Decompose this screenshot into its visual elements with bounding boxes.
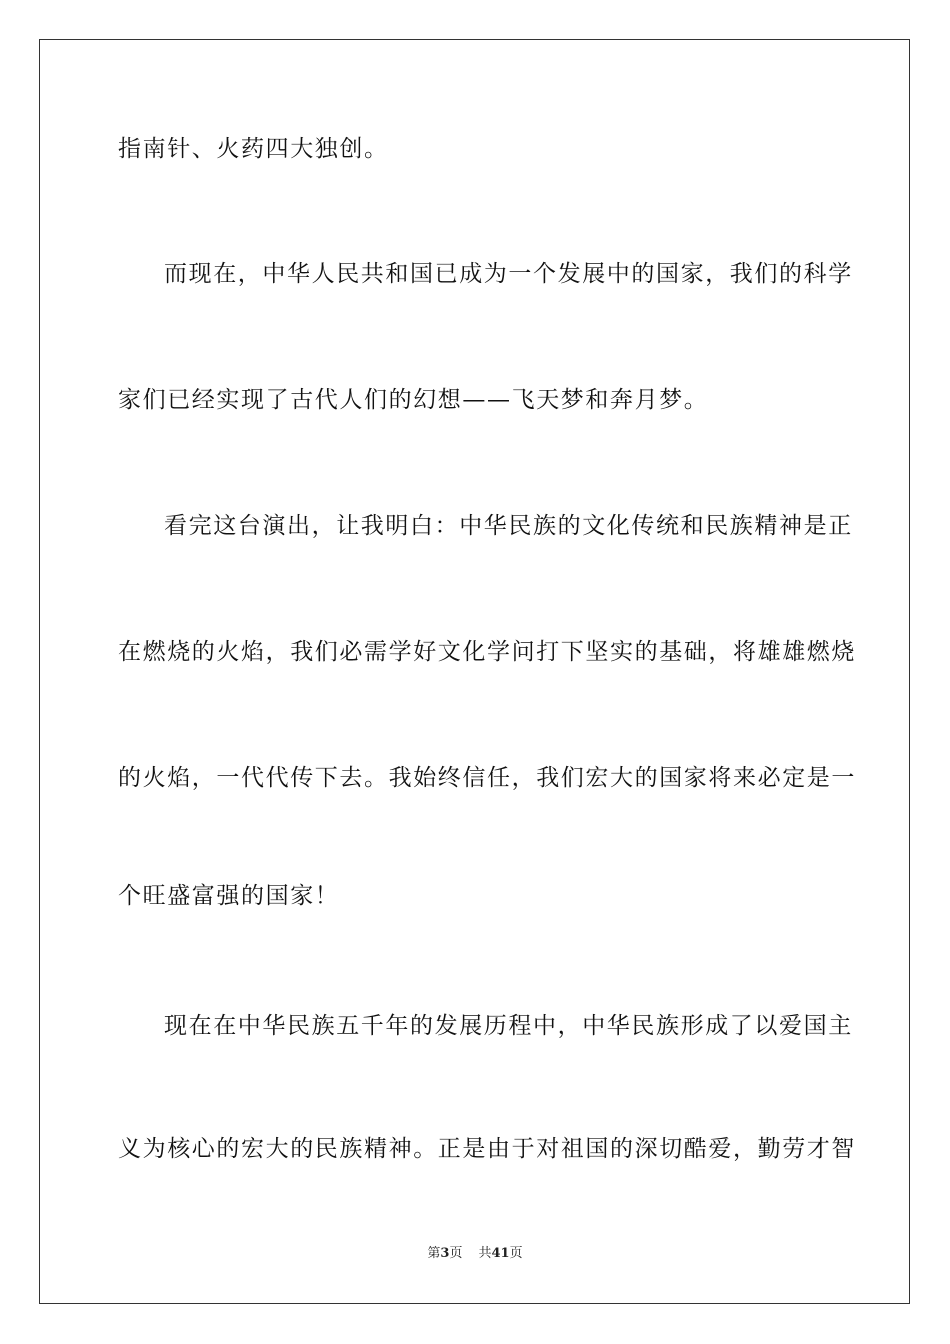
text-line-6: 的火焰，一代代传下去。我始终信任，我们宏大的国家将来必定是一	[118, 765, 856, 791]
page-number: 3	[440, 1246, 450, 1261]
paragraph-line-8: 现在在中华民族五千年的发展历程中，中华民族形成了以爱国主	[164, 1013, 853, 1039]
page-prefix: 第	[427, 1246, 441, 1261]
page-footer	[0, 1245, 950, 1263]
total-suffix: 页	[509, 1246, 523, 1261]
total-pages: 41	[491, 1246, 510, 1261]
text-line-7: 个旺盛富强的国家！	[118, 883, 340, 909]
page-suffix: 页	[449, 1246, 463, 1261]
total-prefix: 共	[478, 1246, 492, 1261]
text-line-5: 在燃烧的火焰，我们必需学好文化学问打下坚实的基础，将雄雄燃烧	[118, 639, 856, 665]
text-line-1: 指南针、火药四大独创。	[118, 136, 389, 162]
text-line-3: 家们已经实现了古代人们的幻想——飞天梦和奔月梦。	[118, 387, 709, 413]
paragraph-line-4: 看完这台演出，让我明白：中华民族的文化传统和民族精神是正	[164, 513, 853, 539]
paragraph-line-2: 而现在，中华人民共和国已成为一个发展中的国家，我们的科学	[164, 261, 853, 287]
text-line-9: 义为核心的宏大的民族精神。正是由于对祖国的深切酷爱，勤劳才智	[118, 1136, 856, 1162]
